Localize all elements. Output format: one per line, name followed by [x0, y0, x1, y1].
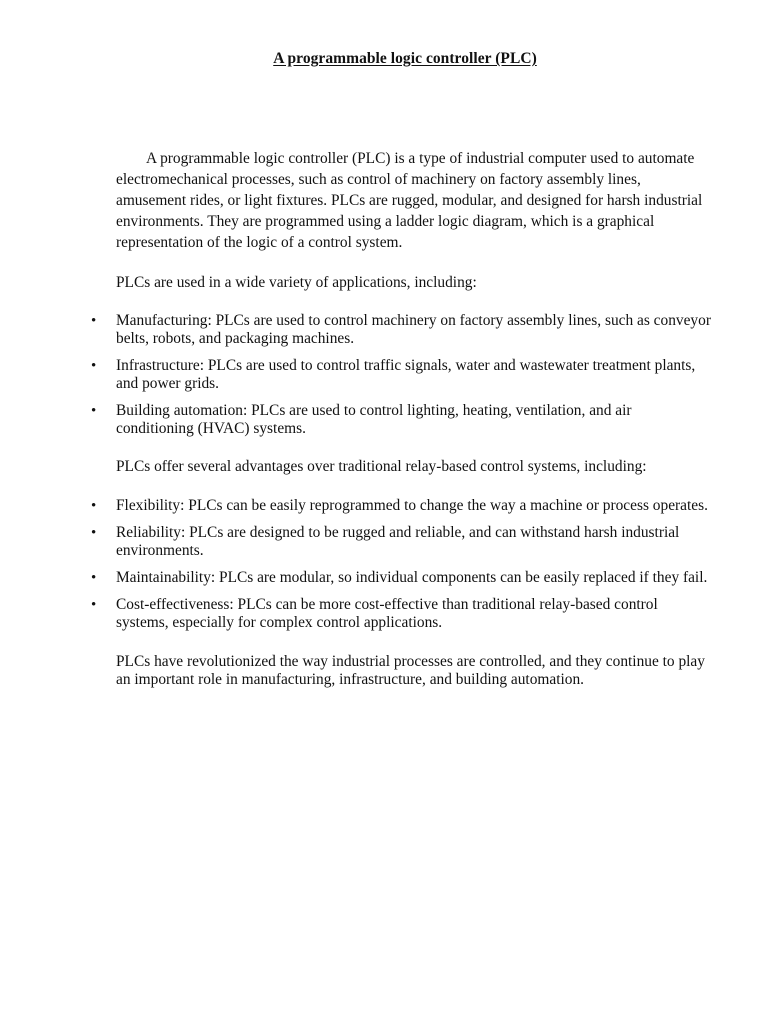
closing-paragraph: PLCs have revolutionized the way industrial processes are controlled, and they continue to play an important role in manufacturing, infrastructure, and building automation.	[116, 653, 705, 688]
list-item-text: Cost-effectiveness: PLCs can be more cost-effective than traditional relay-based control systems, especially for complex control applications.	[116, 596, 658, 631]
bullet-icon: •	[91, 313, 97, 329]
bullet-icon: •	[91, 498, 97, 514]
list-item	[91, 312, 711, 348]
bullet-icon: •	[91, 358, 97, 374]
list-item-text: Building automation: PLCs are used to control lighting, heating, ventilation, and air conditioning (HVAC) systems.	[116, 402, 632, 437]
list-item-text: Maintainability: PLCs are modular, so individual components can be easily replaced if they fail.	[116, 569, 708, 586]
applications-lead: PLCs are used in a wide variety of applications, including:	[116, 274, 477, 291]
advantages-lead: PLCs offer several advantages over traditional relay-based control systems, including:	[116, 458, 647, 475]
advantages-list	[91, 497, 711, 632]
list-item-text: Flexibility: PLCs can be easily reprogrammed to change the way a machine or process operates.	[116, 497, 708, 514]
list-item-text: Infrastructure: PLCs are used to control traffic signals, water and wastewater treatment plants, and power grids.	[116, 357, 696, 392]
bullet-icon: •	[91, 403, 97, 419]
list-item	[91, 497, 711, 515]
list-item-text: Manufacturing: PLCs are used to control machinery on factory assembly lines, such as conveyor belts, robots, and packaging machines.	[116, 312, 711, 347]
list-item	[91, 357, 711, 393]
document-body	[91, 148, 711, 689]
list-item-text: Reliability: PLCs are designed to be rugged and reliable, and can withstand harsh industrial environments.	[116, 524, 680, 559]
list-item	[91, 596, 711, 632]
list-item	[91, 524, 711, 560]
bullet-icon: •	[91, 570, 97, 586]
list-item	[91, 402, 711, 438]
applications-list	[91, 312, 711, 438]
bullet-icon: •	[91, 597, 97, 613]
intro-paragraph: A programmable logic controller (PLC) is a type of industrial computer used to automate electromechanical processes, such as control of machinery on factory assembly lines, amusement rides, or light fixtures. PLCs are rugged, modular, and designed for harsh industrial environments. They are programmed using a ladder logic diagram, which is a graphical representation of the logic of a control system.	[116, 150, 703, 251]
bullet-icon: •	[91, 525, 97, 541]
list-item	[91, 569, 711, 587]
document-title: A programmable logic controller (PLC)	[273, 50, 537, 67]
